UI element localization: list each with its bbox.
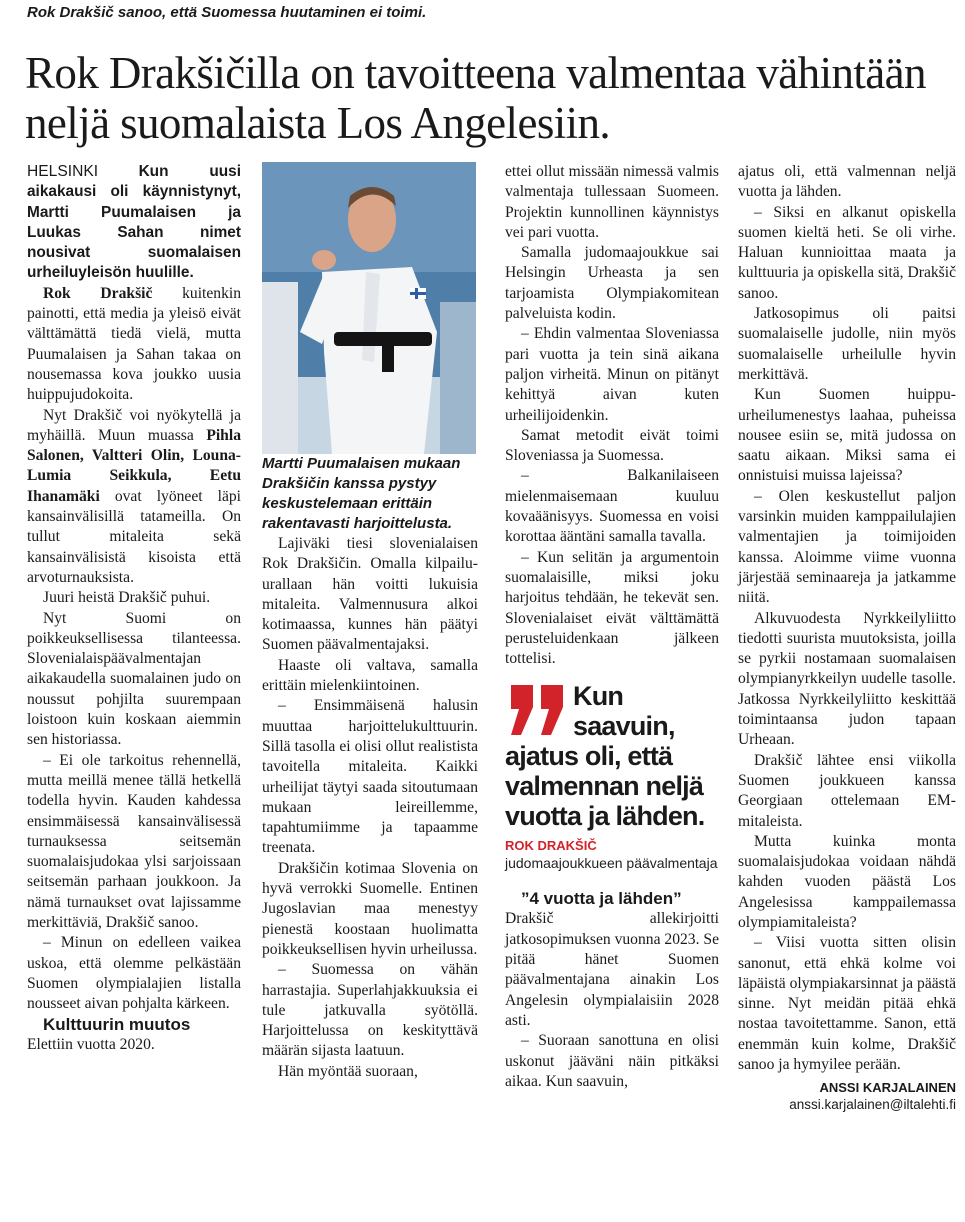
paragraph: Haaste oli valtava, samalla erittäin mielenkiintoinen.	[262, 656, 478, 695]
byline: ANSSI KARJALAINEN	[819, 1080, 956, 1096]
column-2	[262, 162, 478, 1082]
paragraph: – Olen keskustellut paljon varsinkin muiden kamppailulajien valmentajien ja toimijoiden kanssa. Aloimme viime vuonna järjestää seminaareja ja jatkamme niitä.	[738, 487, 956, 607]
paragraph: – Viisi vuotta sitten olisin sanonut, että ehkä kolme voi läpäistä olympiakarsinnat ja päästä sinne. Nyt meidän pitää ehkä nostaa tavoitettamme. Sanon, että enemmän kuin kolme, Drakšič sanoo ja hymyilee perään.	[738, 934, 956, 1074]
paragraph: – Kun selitän ja argumentoin suomalaisille, miksi joku harjoitus tehdään, he tekevät sen. Slovenialaiset eivät välttämättä perusteluidenkaan jälkeen tottelisi.	[505, 548, 719, 668]
paragraph: Kun Suomen huippu-urheilumenestys laahaa, puheissa nousee esiin se, mitä judossa on saatu aikaan. Miksi sama ei onnistuisi muissa lajeissa?	[738, 386, 956, 485]
paragraph: Drakšičin kotimaa Slovenia on hyvä verrokki Suomelle. Entinen Jugoslavian maa menestyy pienestä koostaan huolimatta poikkeuksellisen hyvin urheilussa.	[262, 859, 478, 958]
paragraph: – Balkanilaiseen mielenmaisemaan kuuluu kovaäänisyys. Suomessa en voisi korottaa ääntäni samalla tavalla.	[505, 467, 719, 546]
photo-caption: Martti Puumalaisen mukaan Drakšičin kanssa pystyy keskustelemaan erittäin rakentavasti harjoittelusta.	[262, 455, 461, 532]
judoka-illustration	[262, 162, 476, 454]
lead-paragraph	[27, 162, 241, 284]
paragraph: Mutta kuinka monta suomalaisjudokaa voidaan nähdä kahden vuoden päästä Los Angelesissa kamppailemassa olympiamitaleista?	[738, 832, 956, 931]
subheading: Kulttuurin muutos	[43, 1015, 191, 1035]
lead-text: Kun uusi aikakausi oli käynnistynyt, Martti Puumalaisen ja Luukas Sahan nimet nousivat suomalaisen urheiluyleisön huulille.	[27, 163, 241, 282]
quote-attribution: ROK DRAKŠIČ	[505, 838, 597, 854]
paragraph: Lajiväki tiesi slovenialaisen Rok Drakšičin. Omalla kilpailu-urallaan hän voitti lukuisia mitaleita. Valmennusura alkoi kotimaassa, kunnes hän päätyi Suomen päävalmentajaksi.	[262, 535, 478, 654]
quote-role: judomaajoukkueen päävalmentaja	[505, 855, 718, 872]
pull-quote	[505, 681, 719, 872]
paragraph: Samalla judomaajoukkue sai Helsingin Urheasta ja sen tarjoamista Olympiakomitean palveluista kodin.	[505, 244, 719, 323]
paragraph: Rok Drakšič kuitenkin painotti, että media ja yleisö eivät välttämättä tiedä vielä, mutta Puumalaisen ja Sahan takaa on nousemassa kova joukko uusia huippujudokoita.	[27, 284, 241, 404]
dateline: HELSINKI	[27, 163, 99, 180]
subheading: ”4 vuotta ja lähden”	[521, 889, 682, 909]
paragraph: Drakšič lähtee ensi viikolla Suomen joukkueen kanssa Georgiaan ottelemaan EM-mitaleista.	[738, 751, 956, 830]
pull-quote-text: Kun saavuin, ajatus oli, että valmennan neljä vuotta ja lähden.	[505, 681, 705, 832]
paragraph: – Siksi en alkanut opiskella suomen kieltä heti. Se oli virhe. Haluan kunnioittaa maata ja kulttuuria ja opiskella sitä, Drakšič sanoo.	[738, 203, 956, 302]
paragraph: – Ei ole tarkoitus rehennellä, mutta meillä menee tällä hetkellä todella hyvin. Kauden kahdessa ensimmäisessä kansainvälisessä turnauksessa seitsemän suomalaisjudokaa ylsi sarjoissaan seitsemän parhaan joukkoon. Ja nämä turnaukset ovat lajissamme merkittäviä, Drakšič sanoo.	[27, 751, 241, 931]
headline: Rok Drakšičilla on tavoitteena valmentaa vähintään neljä suomalaista Los Angelesiin.	[25, 48, 926, 148]
kicker: Rok Drakšič sanoo, että Suomessa huutaminen ei toimi.	[27, 4, 427, 21]
paragraph: – Suomessa on vähän harrastajia. Superlahjakkuuksia ei tule jatkuvalla syötöllä. Harjoittelussa on keskityttävä määrän sijasta laatuun.	[262, 961, 478, 1060]
athlete-names: Pihla Salonen, Valtteri Olin, Louna-Lumia Seikkula, Eetu Ihanamäki	[27, 426, 241, 505]
paragraph: Elettiin vuotta 2020.	[27, 1036, 155, 1054]
author-email-link[interactable]: anssi.karjalainen@iltalehti.fi	[789, 1097, 956, 1113]
paragraph: Alkuvuodesta Nyrkkeilyliitto tiedotti suurista muutoksista, joilla se pyrkii nostamaan suomalaisen olympianyrkkeilyn uudelle tasolle. Jatkossa Nyrkkeilyliitto keskittää toimintaansa judon tapaan Urheaan.	[738, 609, 956, 749]
paragraph: Jatkosopimus oli paitsi suomalaiselle judolle, niin myös suomalaiselle urheilulle hyvin merkittävä.	[738, 305, 956, 383]
paragraph: Juuri heistä Drakšič puhui.	[43, 589, 211, 607]
judoka-photo	[262, 162, 476, 454]
paragraph: Samat metodit eivät toimi Sloveniassa ja Suomessa.	[505, 426, 719, 465]
paragraph: Nyt Suomi on poikkeuksellisessa tilanteessa. Slovenialaispäävalmentajan aikakaudella suomalainen judo on noussut pohjilta suurempaan loistoon kuin koskaan aiemmin sen historiassa.	[27, 609, 241, 749]
quote-mark-icon	[505, 683, 569, 737]
paragraph: Drakšič allekirjoitti jatkosopimuksen vuonna 2023. Se pitää hänet Suomen päävalmentajana ainakin Los Angelesin olympialaisiin 2028 asti.	[505, 910, 719, 1029]
paragraph: ajatus oli, että valmennan neljä vuotta ja lähden.	[738, 163, 956, 201]
paragraph: – Minun on edelleen vaikea uskoa, että olemme pelkästään Suomen olympialajien listalla nousseet aivan pohjalta kärkeen.	[27, 934, 241, 1013]
column-1	[27, 162, 241, 1056]
paragraph: – Suoraan sanottuna en olisi uskonut jääväni näin pitkäksi aikaa. Kun saavuin,	[505, 1032, 719, 1090]
paragraph: – Ehdin valmentaa Sloveniassa pari vuotta ja tein sinä aikana paljon virheitä. Minun on pitänyt kehittyä aivan kuten urheilijoidenkin.	[505, 325, 719, 424]
paragraph: – Ensimmäisenä halusin muuttaa harjoittelukulttuurin. Sillä tasolla ei olisi ollut realistista tavoitella mitaleita. Kaikki urheilijat täytyi saada sitoutumaan mukaan leireillemme, tapahtumiimme ja tapaamme treenata.	[262, 697, 478, 857]
paragraph: Nyt Drakšič voi nyökytellä ja myhäillä. Muun muassa Pihla Salonen, Valtteri Olin, Louna-Lumia Seikkula, Eetu Ihanamäki ovat lyöneet läpi kansainvälisillä tatameilla. On tullut mitaleita sekä kansainvälisistä kisoista että arvoturnauksista.	[27, 406, 241, 586]
column-4	[738, 162, 956, 1113]
paragraph: Hän myöntää suoraan,	[278, 1062, 418, 1080]
column-3	[505, 162, 719, 1092]
paragraph: ettei ollut missään nimessä valmis valmentaja tullessaan Suomeen. Projektin kunnollinen käynnistys vei pari vuotta.	[505, 163, 719, 241]
name-highlight: Rok Drakšič	[43, 284, 153, 302]
